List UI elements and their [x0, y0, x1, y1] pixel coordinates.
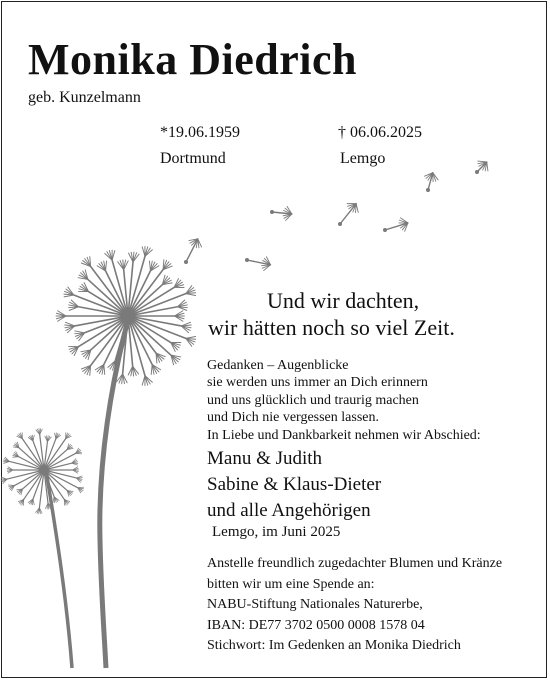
quote-line-1: Und wir dachten,: [267, 288, 420, 313]
donation-line: Anstelle freundlich zugedachter Blumen und Kränze: [207, 556, 503, 571]
poem-line: sie werden uns immer an Dich erinnern: [207, 375, 428, 391]
donation-line: bitten wir um eine Spende an:: [207, 576, 375, 592]
large-dandelion-icon: [56, 246, 196, 385]
poem-line: und uns glücklich und traurig machen: [207, 392, 419, 408]
donation-notice: [207, 554, 502, 657]
flying-seeds: [184, 161, 488, 271]
family-names: [207, 446, 381, 524]
maiden-name: geb. Kunzelmann: [28, 89, 141, 106]
poem-text: [207, 357, 481, 444]
death-place: Lemgo: [340, 150, 386, 167]
donation-line: IBAN: DE77 3702 0500 0008 1578 04: [207, 617, 425, 633]
place-date: Lemgo, im Juni 2025: [212, 524, 341, 540]
family-line: Manu & Judith: [207, 448, 323, 469]
small-dandelion-icon: [1, 429, 84, 514]
small-stem: [46, 470, 72, 668]
birth-date: *19.06.1959: [160, 124, 240, 141]
birth-place: Dortmund: [160, 150, 226, 167]
donation-line: NABU-Stiftung Nationales Naturerbe,: [207, 597, 423, 612]
family-line: Sabine & Klaus-Dieter: [207, 474, 382, 495]
death-date: † 06.06.2025: [338, 124, 422, 141]
deceased-name: Monika Diedrich: [28, 35, 357, 84]
large-stem: [100, 320, 128, 668]
donation-line: Stichwort: Im Gedenken an Monika Diedrich: [207, 638, 461, 653]
family-line: und alle Angehörigen: [207, 500, 371, 521]
poem-line: Gedanken – Augenblicke: [207, 358, 349, 373]
poem-line: In Liebe und Dankbarkeit nehmen wir Abschied:: [207, 427, 481, 443]
poem-line: und Dich nie vergessen lassen.: [207, 410, 379, 426]
quote-line-2: wir hätten noch so viel Zeit.: [208, 315, 455, 340]
